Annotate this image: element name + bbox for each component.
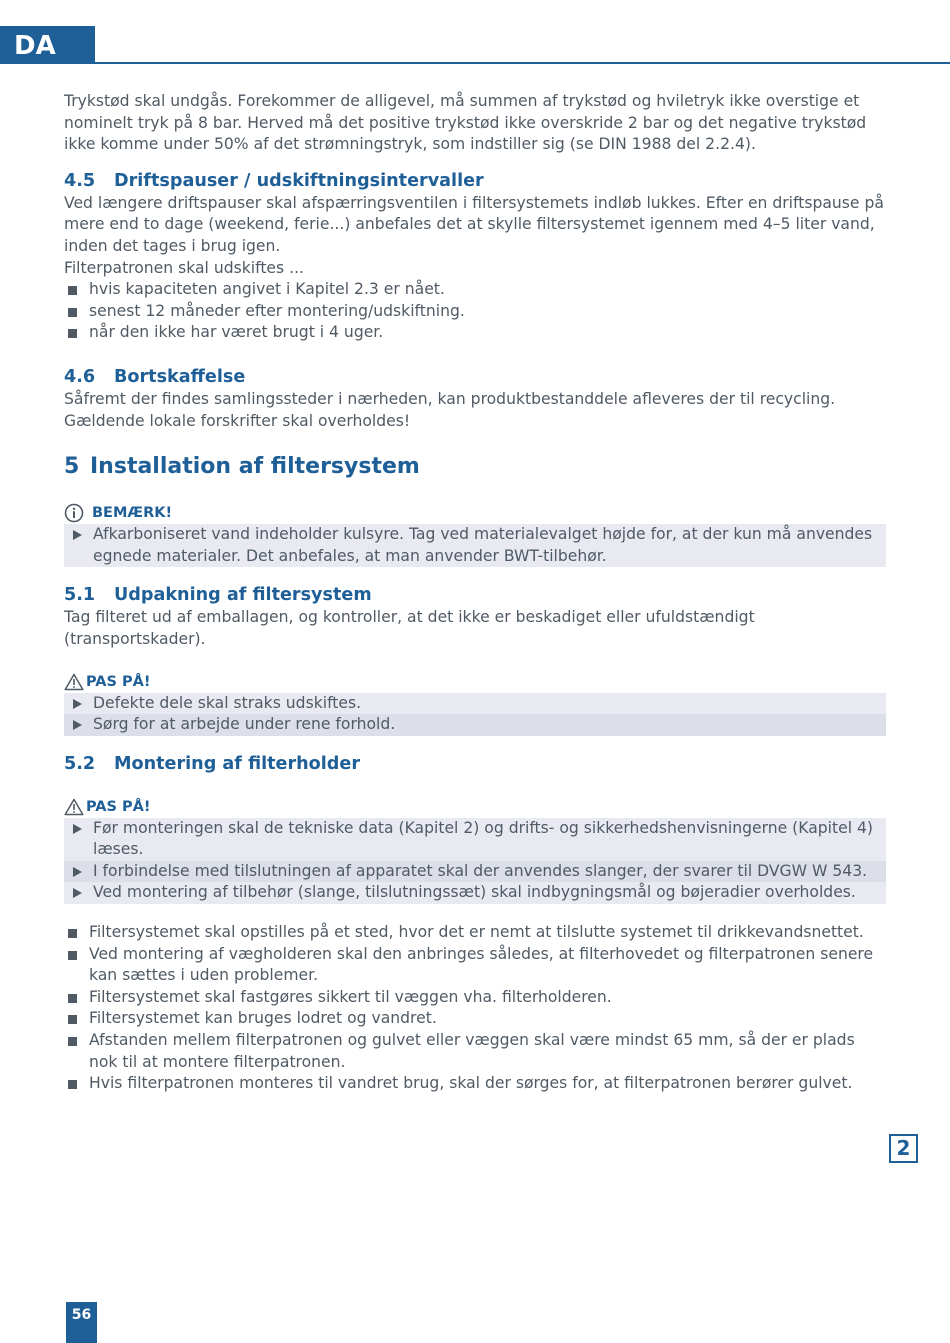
list-item: hvis kapaciteten angivet i Kapitel 2.3 er nået. — [64, 279, 886, 301]
section-number: 5.1 — [64, 585, 96, 606]
section-number: 4.6 — [64, 366, 96, 387]
info-circle-icon — [64, 503, 84, 523]
section-title: Montering af filterholder — [114, 753, 361, 774]
section-4-6-paragraph: Såfremt der findes samlingssteder i nærheden, kan produktbestanddele afleveres der til recycling. Gældende lokale forskrifter skal overholdes! — [64, 389, 836, 430]
intro-paragraph: Trykstød skal undgås. Forekommer de alligevel, må summen af trykstød og hviletryk ikke overstige et nominelt tryk på 8 bar. Herved må det positive trykstød ikke overskride 2 bar og det negative trykstød ikke komme under 50% af det strømningstryk, som indstiller sig (se DIN 1988 del 2.2.4). — [64, 92, 867, 154]
section-title: Bortskaffelse — [114, 366, 246, 387]
warning-label: PAS PÅ! — [86, 673, 151, 690]
section-5-1-heading — [64, 583, 886, 607]
section-4-5-paragraph: Ved længere driftspauser skal afspærringsventilen i filtersystemets indløb lukkes. Efter en driftspause på mere end to dage (weekend, ferie...) anbefales det at skylle filtersystemet igennem med 4–5 liter vand, inden det tages i brug igen. — [64, 193, 884, 255]
chapter-5-heading — [64, 452, 886, 482]
section-4-5-lead: Filterpatronen skal udskiftes ... — [64, 258, 304, 277]
section-number: 4.5 — [64, 170, 96, 191]
warning-triangle-icon — [64, 673, 84, 691]
warning-item: Ved montering af tilbehør (slange, tilslutningssæt) skal indbygningsmål og bøjeradier overholdes. — [64, 882, 886, 904]
page-content — [64, 91, 886, 1095]
list-item: senest 12 måneder efter montering/udskiftning. — [64, 301, 886, 323]
warning-header — [64, 671, 886, 693]
mounting-list — [64, 922, 886, 1095]
warning-item: Defekte dele skal straks udskiftes. — [64, 693, 886, 715]
section-number: 5.2 — [64, 753, 96, 774]
list-item: når den ikke har været brugt i 4 uger. — [64, 322, 886, 344]
list-item: Afstanden mellem filterpatronen og gulvet eller væggen skal være mindst 65 mm, så der er plads nok til at montere filterpatronen. — [64, 1030, 886, 1073]
note-label: BEMÆRK! — [92, 505, 173, 522]
list-item: Filtersystemet skal fastgøres sikkert til væggen vha. filterholderen. — [64, 987, 886, 1009]
section-4-5-heading — [64, 169, 886, 193]
section-5-1-paragraph: Tag filteret ud af emballagen, og kontroller, at det ikke er beskadiget eller ufuldstændigt (transportskader). — [64, 608, 755, 648]
section-title: Driftspauser / udskiftningsintervaller — [114, 170, 484, 191]
warning-label: PAS PÅ! — [86, 798, 151, 815]
list-item: Ved montering af vægholderen skal den anbringes således, at filterhovedet og filterpatronen senere kan sættes i uden problemer. — [64, 944, 886, 987]
chapter-number: 5 — [64, 454, 80, 480]
warning-item: I forbindelse med tilslutningen af apparatet skal der anvendes slanger, der svarer til DVGW W 543. — [64, 861, 886, 883]
chapter-title: Installation af filtersystem — [90, 454, 420, 480]
warning-item: Før monteringen skal de tekniske data (Kapitel 2) og drifts- og sikkerhedshenvisningerne (Kapitel 4) læses. — [64, 818, 886, 861]
warning-box — [64, 693, 886, 736]
note-item: Afkarboniseret vand indeholder kulsyre. Tag ved materialevalget højde for, at der kun må anvendes egnede materialer. Det anbefales, at man anvender BWT-tilbehør. — [64, 524, 886, 567]
warning-box — [64, 818, 886, 904]
replacement-list — [64, 279, 886, 344]
language-tab: DA — [0, 26, 95, 64]
header-rule — [95, 62, 950, 64]
section-4-6-heading — [64, 365, 886, 389]
page-number: 56 — [66, 1302, 97, 1343]
list-item: Filtersystemet skal opstilles på et sted, hvor det er nemt at tilslutte systemet til drikkevandsnettet. — [64, 922, 886, 944]
chapter-marker: 2 — [889, 1134, 918, 1163]
list-item: Hvis filterpatronen monteres til vandret brug, skal der sørges for, at filterpatronen berører gulvet. — [64, 1073, 886, 1095]
section-5-2-heading — [64, 752, 886, 776]
warning-triangle-icon — [64, 798, 84, 816]
list-item: Filtersystemet kan bruges lodret og vandret. — [64, 1008, 886, 1030]
note-header — [64, 502, 886, 524]
warning-header — [64, 796, 886, 818]
warning-item: Sørg for at arbejde under rene forhold. — [64, 714, 886, 736]
note-box — [64, 524, 886, 567]
section-title: Udpakning af filtersystem — [114, 585, 372, 606]
